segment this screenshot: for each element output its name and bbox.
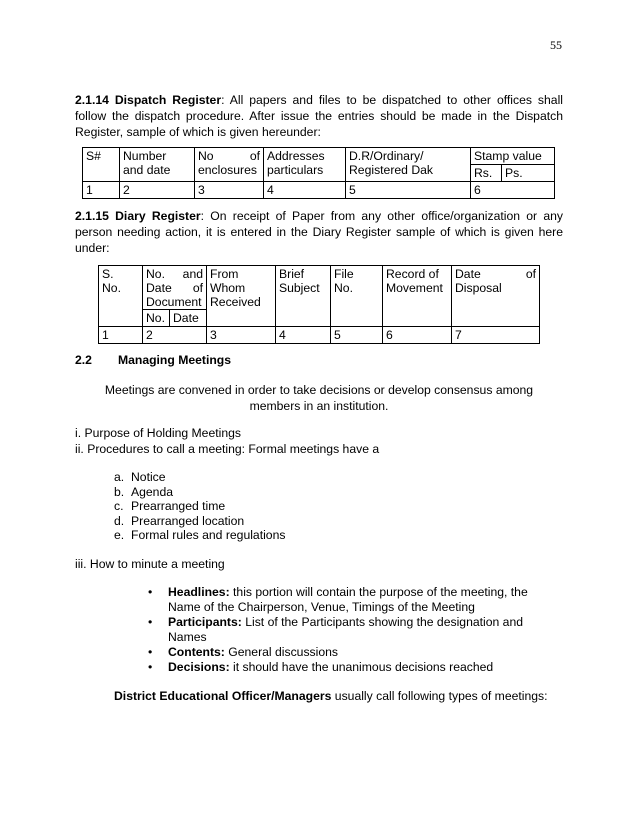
diary-col-sno: S. No. (99, 266, 143, 327)
dispatch-register-table (82, 147, 555, 199)
dispatch-heading: 2.1.14 Dispatch Register (75, 93, 222, 107)
meetings-heading: 2.2 Managing Meetings (75, 353, 232, 367)
list-item: c. Prearranged time (114, 499, 226, 513)
dispatch-table-row: 1 2 3 4 5 6 (83, 182, 555, 199)
dispatch-col-sno: S# (83, 148, 120, 182)
meetings-intro: Meetings are convened in order to take decisions or develop consensus among members in an institution. (104, 383, 534, 413)
dispatch-col-number: Number and date (120, 148, 195, 182)
dispatch-col-stamp: Stamp value (471, 148, 555, 165)
dispatch-col-addresses: Addresses particulars (264, 148, 346, 182)
list-item: a. Notice (114, 470, 166, 484)
diary-col-doc-no: No. (143, 310, 170, 327)
dispatch-col-ps: Ps. (502, 165, 555, 182)
list-item: • Decisions: it should have the unanimous decisions reached (148, 660, 494, 674)
dispatch-col-rs: Rs. (471, 165, 502, 182)
bullet-icon: • (148, 615, 153, 629)
closing-line: District Educational Officer/Managers usually call following types of meetings: (114, 689, 548, 703)
minute-line: iii. How to minute a meeting (75, 557, 225, 571)
diary-col-disposal: Date of Disposal (452, 266, 540, 327)
procedures-list (114, 470, 285, 543)
list-item: • Headlines: this portion will contain the purpose of the meeting, the Name of the Chairperson, Venue, Timings of the Meeting (148, 585, 528, 614)
list-item: e. Formal rules and regulations (114, 528, 286, 542)
dispatch-col-enclosures: No of enclosures (195, 148, 264, 182)
list-item: b. Agenda (114, 484, 174, 499)
bullet-icon: • (148, 645, 153, 659)
list-item: d. Prearranged location (114, 513, 245, 528)
diary-table-row: 1 2 3 4 5 6 7 (99, 327, 540, 344)
dispatch-text: : All papers and files to be dispatched to other offices shall follow the dispatch procedure. After issue the entries should be made in the Dispatch Register, sample of which is given hereunder: (75, 93, 563, 139)
diary-col-record: Record of Movement (383, 266, 452, 327)
diary-paragraph (75, 208, 563, 256)
diary-col-file: File No. (331, 266, 383, 327)
diary-col-from: From Whom Received (207, 266, 276, 327)
list-item: • Contents: General discussions (148, 645, 339, 659)
bullet-icon: • (148, 585, 153, 599)
list-item: • Participants: List of the Participants showing the designation and Names (148, 615, 523, 644)
diary-register-table (98, 265, 540, 344)
purpose-line: i. Purpose of Holding Meetings (75, 426, 241, 440)
dispatch-paragraph (75, 92, 563, 140)
diary-col-doc-date: Date (170, 310, 207, 327)
diary-heading: 2.1.15 Diary Register (75, 209, 201, 223)
page-number: 55 (550, 38, 562, 52)
bullet-icon: • (148, 660, 153, 674)
diary-col-document: No. and Date of Document (143, 266, 207, 310)
procedures-line: ii. Procedures to call a meeting: Formal meetings have a (75, 442, 380, 456)
diary-col-brief: Brief Subject (276, 266, 331, 327)
diary-text: : On receipt of Paper from any other office/organization or any person needing action, it is entered in the Diary Register sample of which is given here under: (75, 209, 563, 255)
minute-bullets (148, 585, 538, 675)
dispatch-col-dak: D.R/Ordinary/ Registered Dak (346, 148, 471, 182)
